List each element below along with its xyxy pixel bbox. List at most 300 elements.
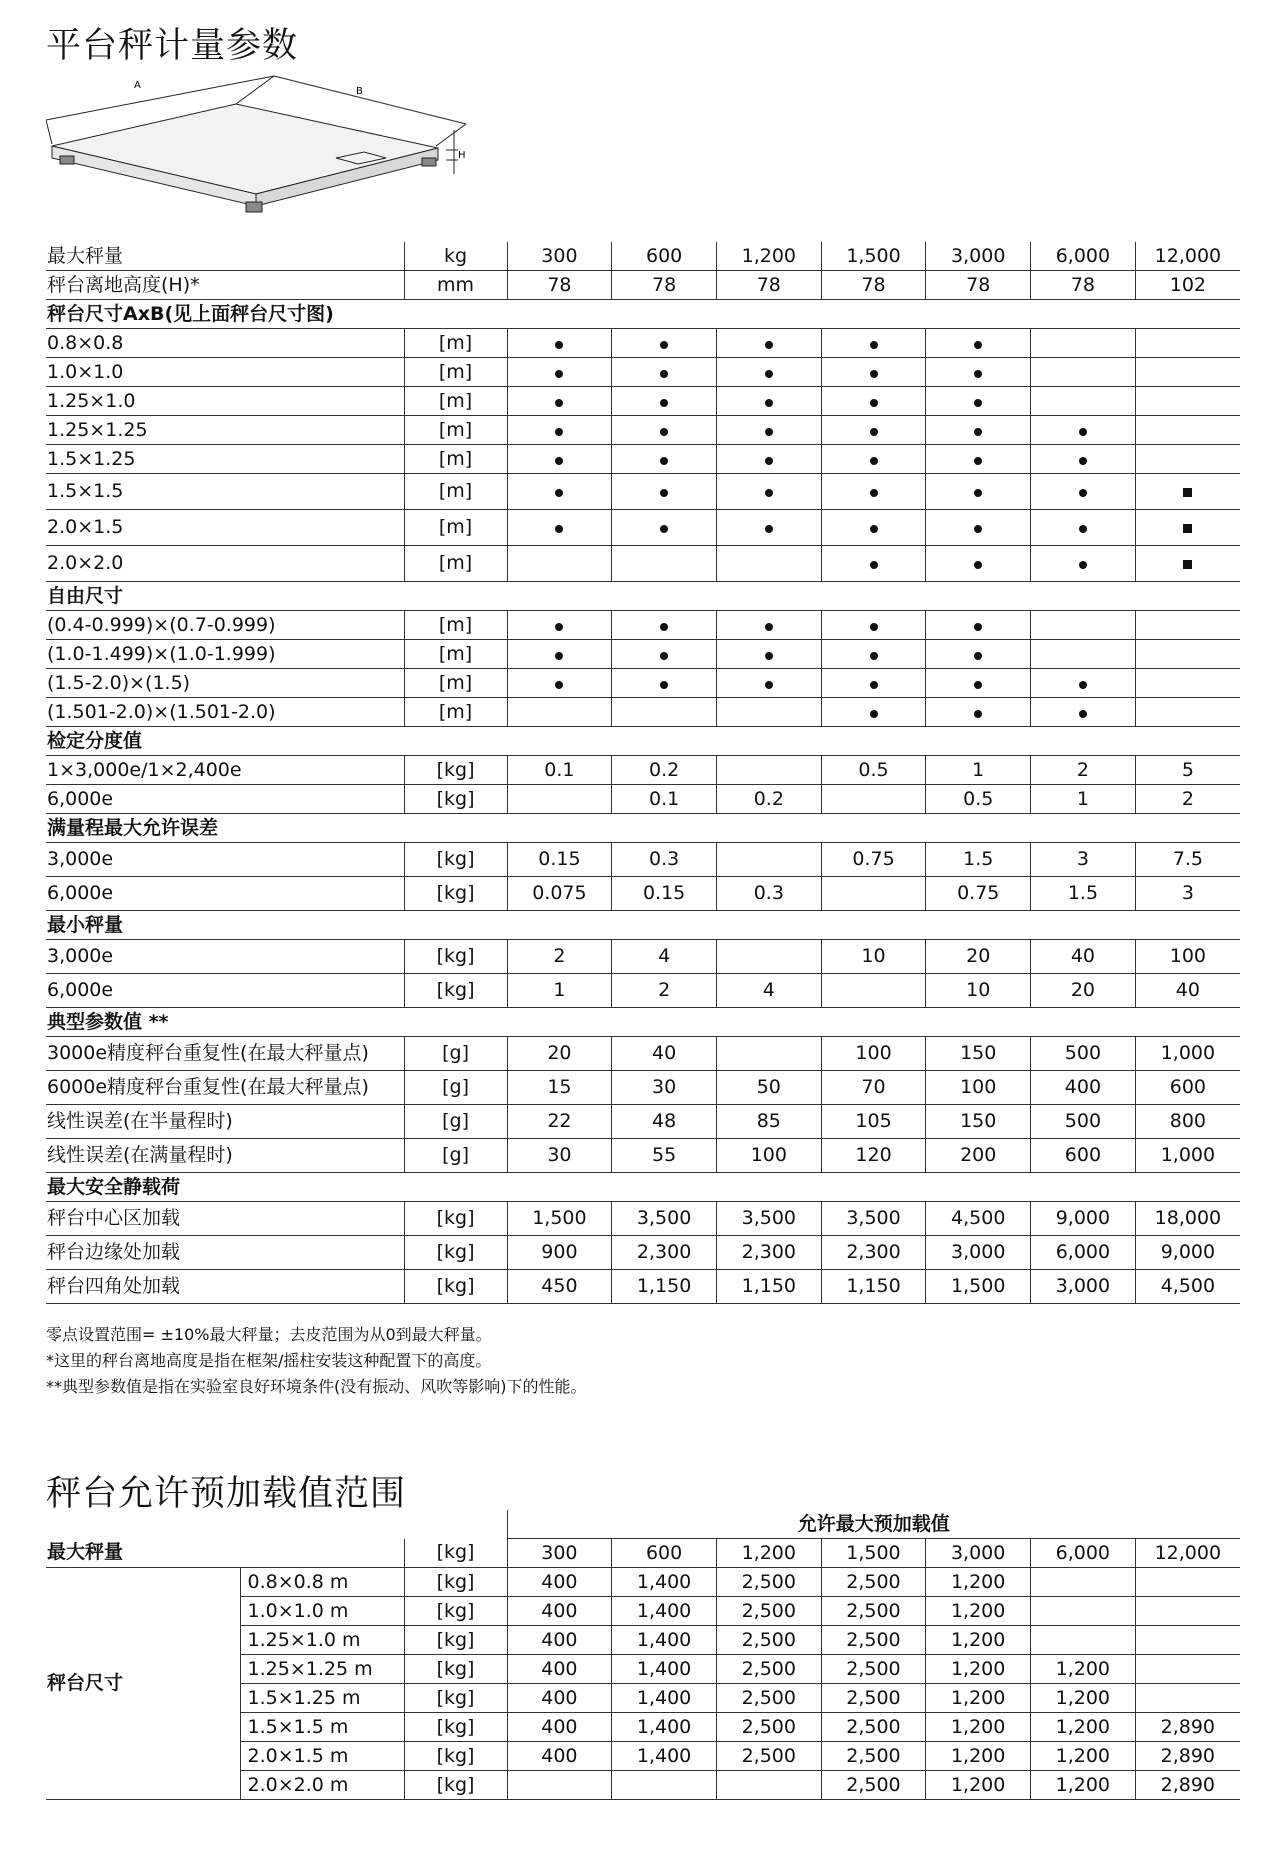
value-cell xyxy=(507,387,612,416)
value-cell: 0.1 xyxy=(507,756,612,785)
size-group-label: 秤台尺寸 xyxy=(46,1568,240,1800)
value-cell: 2,500 xyxy=(821,1771,926,1800)
value-cell xyxy=(507,611,612,640)
value-cell: 4 xyxy=(612,940,717,974)
value-cell xyxy=(1135,329,1240,358)
available-dot-icon xyxy=(555,489,563,497)
table-row xyxy=(46,877,1240,911)
value-cell: 150 xyxy=(926,1105,1031,1139)
value-cell xyxy=(612,329,717,358)
capacity-label: 最大秤量 xyxy=(46,1539,404,1568)
available-dot-icon xyxy=(765,525,773,533)
size-cell: 1.5×1.5 m xyxy=(240,1713,404,1742)
value-cell: 1,200 xyxy=(926,1684,1031,1713)
available-dot-icon xyxy=(660,428,668,436)
value-cell: 400 xyxy=(507,1626,612,1655)
table-row xyxy=(46,1037,1240,1071)
row-label: 6,000e xyxy=(46,785,404,814)
value-cell xyxy=(716,1771,821,1800)
available-dot-icon xyxy=(660,489,668,497)
available-dot-icon xyxy=(870,623,878,631)
value-cell xyxy=(612,474,717,510)
row-label: 1.5×1.25 xyxy=(46,445,404,474)
value-cell: 6,000 xyxy=(1031,1236,1136,1270)
value-cell: 4,500 xyxy=(1135,1270,1240,1304)
table-row xyxy=(46,1568,1240,1597)
value-cell xyxy=(1135,640,1240,669)
value-cell xyxy=(821,611,926,640)
available-dot-icon xyxy=(974,652,982,660)
size-cell: 1.5×1.25 m xyxy=(240,1684,404,1713)
available-dot-icon xyxy=(765,457,773,465)
value-cell: 2 xyxy=(1135,785,1240,814)
available-dot-icon xyxy=(974,525,982,533)
value-cell: 3,500 xyxy=(821,1202,926,1236)
label-a: A xyxy=(134,80,141,91)
value-cell xyxy=(1135,611,1240,640)
value-cell: 10 xyxy=(821,940,926,974)
row-label: 典型参数值 ** xyxy=(46,1008,1240,1037)
value-cell: 3,000 xyxy=(926,242,1031,271)
value-cell xyxy=(821,445,926,474)
unit-cell: [m] xyxy=(404,329,507,358)
value-cell xyxy=(821,669,926,698)
table-row xyxy=(46,1202,1240,1236)
value-cell: 55 xyxy=(612,1139,717,1173)
value-cell: 400 xyxy=(507,1684,612,1713)
row-label: (1.5-2.0)×(1.5) xyxy=(46,669,404,698)
unit-cell: [kg] xyxy=(404,756,507,785)
value-cell xyxy=(716,843,821,877)
value-cell xyxy=(926,387,1031,416)
value-cell xyxy=(926,358,1031,387)
value-cell: 1,150 xyxy=(612,1270,717,1304)
value-cell: 1,500 xyxy=(926,1270,1031,1304)
value-cell xyxy=(716,445,821,474)
table-row xyxy=(46,698,1240,727)
available-dot-icon xyxy=(1079,428,1087,436)
value-cell xyxy=(1135,1626,1240,1655)
value-cell: 4,500 xyxy=(926,1202,1031,1236)
unit-cell: [m] xyxy=(404,546,507,582)
value-cell xyxy=(821,329,926,358)
value-cell: 1,400 xyxy=(612,1568,717,1597)
available-dot-icon xyxy=(765,623,773,631)
value-cell: 78 xyxy=(926,271,1031,300)
unit-cell: [kg] xyxy=(404,1270,507,1304)
available-dot-icon xyxy=(870,525,878,533)
available-dot-icon xyxy=(974,561,982,569)
row-label: (1.501-2.0)×(1.501-2.0) xyxy=(46,698,404,727)
value-cell xyxy=(1031,358,1136,387)
capacity-row xyxy=(46,1539,1240,1568)
value-cell: 0.2 xyxy=(612,756,717,785)
unit-cell: [kg] xyxy=(404,843,507,877)
metrology-parameters-table xyxy=(46,242,1240,1304)
value-cell: 3,500 xyxy=(716,1202,821,1236)
label-b: B xyxy=(356,86,363,97)
value-cell: 0.5 xyxy=(821,756,926,785)
value-cell: 600 xyxy=(612,242,717,271)
value-cell: 1,200 xyxy=(926,1597,1031,1626)
section-row xyxy=(46,582,1240,611)
unit-cell: [kg] xyxy=(404,1684,507,1713)
row-label: 2.0×1.5 xyxy=(46,510,404,546)
value-cell: 2,500 xyxy=(716,1626,821,1655)
unit-cell: [kg] xyxy=(404,877,507,911)
value-cell: 1,200 xyxy=(1030,1655,1135,1684)
value-cell xyxy=(821,358,926,387)
available-dot-icon xyxy=(765,399,773,407)
value-cell xyxy=(612,669,717,698)
unit-cell: [kg] xyxy=(404,1655,507,1684)
value-cell xyxy=(612,640,717,669)
option-square-icon xyxy=(1183,560,1192,569)
available-dot-icon xyxy=(660,341,668,349)
value-cell: 100 xyxy=(1135,940,1240,974)
option-square-icon xyxy=(1183,524,1192,533)
value-cell: 1 xyxy=(1031,785,1136,814)
value-cell xyxy=(1031,669,1136,698)
value-cell: 10 xyxy=(926,974,1031,1008)
value-cell xyxy=(1031,611,1136,640)
value-cell xyxy=(1135,1684,1240,1713)
value-cell: 18,000 xyxy=(1135,1202,1240,1236)
value-cell: 0.5 xyxy=(926,785,1031,814)
value-cell: 20 xyxy=(1031,974,1136,1008)
value-cell: 400 xyxy=(507,1713,612,1742)
table-row xyxy=(46,756,1240,785)
available-dot-icon xyxy=(555,623,563,631)
value-cell xyxy=(716,510,821,546)
value-cell: 30 xyxy=(507,1139,612,1173)
platform-scale-dimension-diagram xyxy=(46,74,546,234)
available-dot-icon xyxy=(555,652,563,660)
table-row xyxy=(46,785,1240,814)
value-cell: 300 xyxy=(507,242,612,271)
value-cell: 20 xyxy=(926,940,1031,974)
value-cell: 2,500 xyxy=(821,1568,926,1597)
value-cell: 400 xyxy=(1031,1071,1136,1105)
value-cell: 30 xyxy=(612,1071,717,1105)
value-cell: 4 xyxy=(716,974,821,1008)
row-label: 秤台四角处加载 xyxy=(46,1270,404,1304)
unit-cell: [m] xyxy=(404,698,507,727)
value-cell xyxy=(1031,416,1136,445)
value-cell xyxy=(1135,387,1240,416)
value-cell xyxy=(507,669,612,698)
row-label: 最大安全静载荷 xyxy=(46,1173,1240,1202)
table-row xyxy=(46,843,1240,877)
available-dot-icon xyxy=(660,457,668,465)
preload-table xyxy=(46,1510,1240,1800)
table-row xyxy=(46,242,1240,271)
available-dot-icon xyxy=(974,489,982,497)
row-label: 1.25×1.25 xyxy=(46,416,404,445)
row-label: 1.25×1.0 xyxy=(46,387,404,416)
value-cell xyxy=(926,546,1031,582)
available-dot-icon xyxy=(765,341,773,349)
unit-cell: [m] xyxy=(404,358,507,387)
value-cell: 400 xyxy=(507,1742,612,1771)
available-dot-icon xyxy=(1079,525,1087,533)
table-row xyxy=(46,940,1240,974)
value-cell xyxy=(612,358,717,387)
value-cell: 78 xyxy=(716,271,821,300)
value-cell: 0.75 xyxy=(821,843,926,877)
capacity-value: 1,200 xyxy=(716,1539,821,1568)
value-cell: 9,000 xyxy=(1135,1236,1240,1270)
value-cell xyxy=(1135,698,1240,727)
available-dot-icon xyxy=(660,623,668,631)
value-cell: 78 xyxy=(612,271,717,300)
size-cell: 1.0×1.0 m xyxy=(240,1597,404,1626)
value-cell xyxy=(612,510,717,546)
table-row xyxy=(46,358,1240,387)
unit-cell: [kg] xyxy=(404,1236,507,1270)
available-dot-icon xyxy=(870,652,878,660)
value-cell: 1,000 xyxy=(1135,1139,1240,1173)
value-cell: 150 xyxy=(926,1037,1031,1071)
available-dot-icon xyxy=(1079,489,1087,497)
value-cell xyxy=(1031,546,1136,582)
unit-cell: [kg] xyxy=(404,1568,507,1597)
value-cell: 2,500 xyxy=(716,1713,821,1742)
footnote: *这里的秤台离地高度是指在框架/摇柱安装这种配置下的高度。 xyxy=(46,1351,492,1370)
available-dot-icon xyxy=(1079,561,1087,569)
row-label: 1×3,000e/1×2,400e xyxy=(46,756,404,785)
value-cell: 0.15 xyxy=(507,843,612,877)
available-dot-icon xyxy=(974,623,982,631)
table-row xyxy=(46,1105,1240,1139)
value-cell: 1 xyxy=(507,974,612,1008)
row-label: 秤台中心区加载 xyxy=(46,1202,404,1236)
value-cell: 1 xyxy=(926,756,1031,785)
table-row xyxy=(46,387,1240,416)
table-row xyxy=(46,669,1240,698)
row-label: 6,000e xyxy=(46,877,404,911)
value-cell xyxy=(507,474,612,510)
available-dot-icon xyxy=(555,457,563,465)
row-label: 1.5×1.5 xyxy=(46,474,404,510)
value-cell: 120 xyxy=(821,1139,926,1173)
available-dot-icon xyxy=(765,681,773,689)
value-cell: 0.3 xyxy=(716,877,821,911)
value-cell: 2,500 xyxy=(821,1655,926,1684)
row-label: (0.4-0.999)×(0.7-0.999) xyxy=(46,611,404,640)
value-cell xyxy=(1135,510,1240,546)
value-cell xyxy=(1031,640,1136,669)
value-cell: 1,200 xyxy=(1030,1742,1135,1771)
table-row xyxy=(46,271,1240,300)
value-cell: 2 xyxy=(1031,756,1136,785)
row-label: 6,000e xyxy=(46,974,404,1008)
value-cell xyxy=(926,445,1031,474)
unit-cell: [m] xyxy=(404,640,507,669)
value-cell xyxy=(612,387,717,416)
value-cell: 78 xyxy=(1031,271,1136,300)
value-cell: 2 xyxy=(507,940,612,974)
available-dot-icon xyxy=(765,652,773,660)
value-cell: 1,150 xyxy=(716,1270,821,1304)
available-dot-icon xyxy=(765,428,773,436)
value-cell: 400 xyxy=(507,1655,612,1684)
value-cell xyxy=(926,474,1031,510)
value-cell: 600 xyxy=(1031,1139,1136,1173)
available-dot-icon xyxy=(660,399,668,407)
footnote: 零点设置范围= ±10%最大秤量；去皮范围为从0到最大秤量。 xyxy=(46,1325,492,1344)
unit-cell: [kg] xyxy=(404,1202,507,1236)
value-cell: 1.5 xyxy=(1031,877,1136,911)
table-row xyxy=(46,445,1240,474)
value-cell: 400 xyxy=(507,1568,612,1597)
unit-cell: [m] xyxy=(404,387,507,416)
available-dot-icon xyxy=(870,428,878,436)
value-cell xyxy=(612,698,717,727)
value-cell xyxy=(507,510,612,546)
table-row xyxy=(46,974,1240,1008)
available-dot-icon xyxy=(555,399,563,407)
table-row xyxy=(46,416,1240,445)
available-dot-icon xyxy=(1079,681,1087,689)
value-cell: 0.075 xyxy=(507,877,612,911)
value-cell xyxy=(716,698,821,727)
value-cell xyxy=(821,640,926,669)
value-cell: 500 xyxy=(1031,1105,1136,1139)
value-cell xyxy=(716,358,821,387)
value-cell: 1,200 xyxy=(926,1771,1031,1800)
table-row xyxy=(46,474,1240,510)
value-cell xyxy=(1031,445,1136,474)
value-cell xyxy=(821,974,926,1008)
value-cell xyxy=(1031,387,1136,416)
unit-cell: [kg] xyxy=(404,940,507,974)
page-title: 平台秤计量参数 xyxy=(46,26,299,66)
value-cell xyxy=(1135,1568,1240,1597)
value-cell: 1,500 xyxy=(507,1202,612,1236)
value-cell xyxy=(1135,445,1240,474)
value-cell xyxy=(716,611,821,640)
value-cell xyxy=(716,940,821,974)
value-cell: 1,200 xyxy=(926,1655,1031,1684)
available-dot-icon xyxy=(660,525,668,533)
label-h: H xyxy=(458,150,466,161)
value-cell: 100 xyxy=(926,1071,1031,1105)
available-dot-icon xyxy=(974,428,982,436)
value-cell: 78 xyxy=(507,271,612,300)
available-dot-icon xyxy=(974,341,982,349)
size-cell: 2.0×1.5 m xyxy=(240,1742,404,1771)
row-label: 检定分度值 xyxy=(46,727,1240,756)
value-cell xyxy=(507,546,612,582)
unit-cell: [g] xyxy=(404,1037,507,1071)
value-cell xyxy=(716,669,821,698)
preload-caption: 允许最大预加载值 xyxy=(507,1510,1240,1539)
table-row xyxy=(46,1071,1240,1105)
value-cell xyxy=(507,358,612,387)
row-label: 满量程最大允许误差 xyxy=(46,814,1240,843)
value-cell: 2,300 xyxy=(716,1236,821,1270)
value-cell xyxy=(821,510,926,546)
value-cell: 2,300 xyxy=(821,1236,926,1270)
value-cell: 1,200 xyxy=(716,242,821,271)
value-cell: 2,500 xyxy=(821,1626,926,1655)
value-cell: 900 xyxy=(507,1236,612,1270)
section-row xyxy=(46,300,1240,329)
table-row xyxy=(46,1139,1240,1173)
value-cell: 48 xyxy=(612,1105,717,1139)
value-cell: 70 xyxy=(821,1071,926,1105)
table-row xyxy=(46,510,1240,546)
value-cell xyxy=(926,329,1031,358)
value-cell: 2,500 xyxy=(716,1684,821,1713)
value-cell xyxy=(1135,416,1240,445)
footnote: **典型参数值是指在实验室良好环境条件(没有振动、风吹等影响)下的性能。 xyxy=(46,1377,587,1396)
value-cell: 2,500 xyxy=(716,1568,821,1597)
unit-cell: [kg] xyxy=(404,1539,507,1568)
available-dot-icon xyxy=(974,457,982,465)
value-cell: 2,500 xyxy=(821,1742,926,1771)
available-dot-icon xyxy=(555,428,563,436)
value-cell xyxy=(507,416,612,445)
value-cell: 7.5 xyxy=(1135,843,1240,877)
size-cell: 2.0×2.0 m xyxy=(240,1771,404,1800)
unit-cell: [kg] xyxy=(404,1771,507,1800)
value-cell: 2,890 xyxy=(1135,1713,1240,1742)
value-cell xyxy=(821,877,926,911)
footnotes xyxy=(46,1322,587,1400)
available-dot-icon xyxy=(1079,710,1087,718)
row-label: 1.0×1.0 xyxy=(46,358,404,387)
value-cell xyxy=(507,640,612,669)
value-cell xyxy=(926,669,1031,698)
available-dot-icon xyxy=(870,561,878,569)
available-dot-icon xyxy=(870,457,878,465)
value-cell: 400 xyxy=(507,1597,612,1626)
row-label: 自由尺寸 xyxy=(46,582,1240,611)
capacity-value: 6,000 xyxy=(1030,1539,1135,1568)
value-cell xyxy=(716,640,821,669)
available-dot-icon xyxy=(870,710,878,718)
value-cell xyxy=(507,698,612,727)
value-cell xyxy=(1030,1568,1135,1597)
available-dot-icon xyxy=(974,681,982,689)
value-cell xyxy=(716,474,821,510)
value-cell: 1,200 xyxy=(926,1742,1031,1771)
size-cell: 1.25×1.25 m xyxy=(240,1655,404,1684)
unit-cell: kg xyxy=(404,242,507,271)
value-cell xyxy=(1031,510,1136,546)
value-cell xyxy=(612,611,717,640)
value-cell: 0.1 xyxy=(612,785,717,814)
row-label: 最小秤量 xyxy=(46,911,1240,940)
value-cell: 0.75 xyxy=(926,877,1031,911)
value-cell xyxy=(716,387,821,416)
value-cell: 450 xyxy=(507,1270,612,1304)
available-dot-icon xyxy=(660,370,668,378)
available-dot-icon xyxy=(660,681,668,689)
value-cell: 2,890 xyxy=(1135,1742,1240,1771)
value-cell xyxy=(821,698,926,727)
available-dot-icon xyxy=(870,489,878,497)
available-dot-icon xyxy=(555,525,563,533)
value-cell: 2,500 xyxy=(821,1684,926,1713)
value-cell xyxy=(716,546,821,582)
value-cell: 0.15 xyxy=(612,877,717,911)
value-cell xyxy=(821,387,926,416)
value-cell xyxy=(926,416,1031,445)
unit-cell: [kg] xyxy=(404,785,507,814)
